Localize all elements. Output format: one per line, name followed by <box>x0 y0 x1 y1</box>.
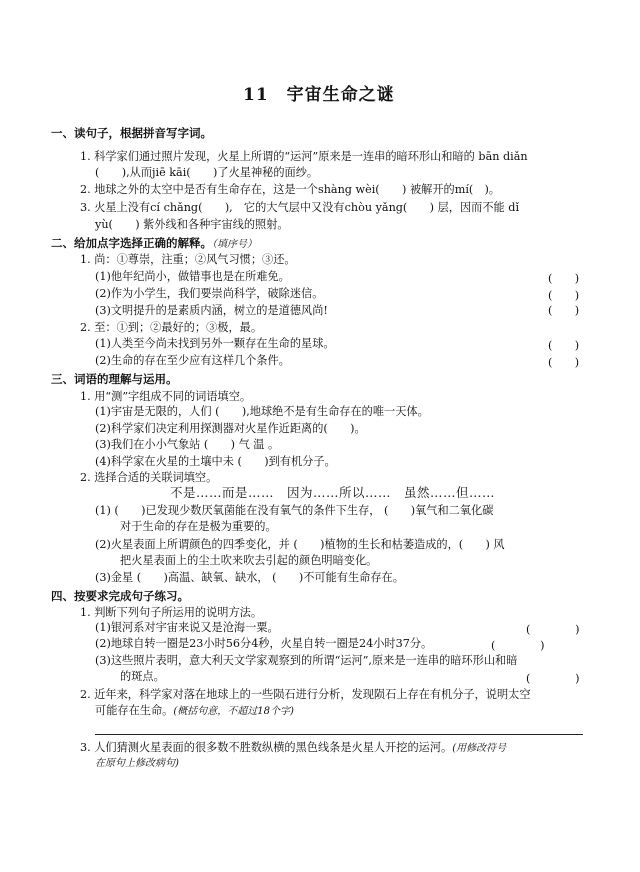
section-1-heading: 一、读句子，根据拼音写字词。 <box>51 126 212 140</box>
s3-conjunction-options: 不是……而是…… 因为……所以…… 虽然……但…… <box>170 485 496 500</box>
s4-q3-text: 3. 人们猜测火星表面的很多数不胜数纵横的黑色线条是火星人开挖的运河。 <box>80 741 453 754</box>
s3-q2: 2. 选择合适的关联词填空。 <box>80 471 218 484</box>
s3-q1-4: (4)科学家在火星的土壤中未 ( )到有机分子。 <box>95 455 336 468</box>
s4-q3-note-a: (用修改符号 <box>452 743 507 754</box>
section-4-heading: 四、按要求完成句子练习。 <box>51 589 189 603</box>
s3-q1-2: (2)科学家们决定利用探测器对火星作近距离的( )。 <box>95 422 366 435</box>
s2-q1-3: (3)文明提升的是素质内涵，树立的是道德风尚! <box>95 304 328 317</box>
s4-q3-line1 <box>80 741 506 756</box>
s2-q2-1-blank[interactable]: ( ) <box>548 339 580 352</box>
s1-q3-line1: 3. 火星上没有cí chǎng( ), 它的大气层中又没有chòu yǎng( ) 层，因而不能 dǐ <box>80 201 520 214</box>
s4-q3-note-b: 在原句上修改病句) <box>95 758 179 769</box>
s2-q2-1: (1)人类至今尚未找到另外一颗存在生命的星球。 <box>95 337 335 350</box>
s2-q1-3-blank[interactable]: ( ) <box>548 304 580 317</box>
s4-q2-line1: 2. 近年来，科学家对落在地球上的一些陨石进行分析，发现陨石上存在有机分子，说明太空 <box>80 688 531 701</box>
s4-q2-line2 <box>95 704 294 719</box>
s3-q2-3: (3)金星 ( )高温、缺氧、缺水， ( )不可能有生命存在。 <box>95 571 404 584</box>
s4-q1-3-blank[interactable]: ( ) <box>526 672 580 685</box>
section-3-heading: 三、词语的理解与运用。 <box>51 372 178 386</box>
section-2-title: 二、给加点字选择正确的解释。 <box>51 236 212 250</box>
s3-q2-2-line2: 把火星表面上的尘土吹来吹去引起的颜色明暗变化。 <box>120 554 378 567</box>
s4-q1-1-blank[interactable]: ( ) <box>526 623 580 636</box>
s4-q1-3-line2: 的斑点。 <box>120 670 165 683</box>
s2-q1: 1. 尚：①尊崇，注重；②风气习惯；③还。 <box>80 253 296 266</box>
s3-q1-1: (1)宇宙是无限的，人们 ( ),地球绝不是有生命存在的唯一天体。 <box>95 405 429 418</box>
s4-q2-text: 可能存在生命。 <box>95 704 174 717</box>
s4-q1-1: (1)银河系对宇宙来说又是沧海一粟。 <box>95 621 279 634</box>
s1-q3-line2: yù( ) 紫外线和各种宇宙线的照射。 <box>95 218 289 231</box>
s3-q1: 1. 用“测”字组成不同的词语填空。 <box>80 390 252 403</box>
section-2-heading <box>51 236 257 252</box>
s1-q1-line2: ( ),从而jiē kāi( )了火星神秘的面纱。 <box>95 166 319 179</box>
s3-q1-3: (3)我们在小小气象站 ( ) 气 温 。 <box>95 438 280 451</box>
s4-q1: 1. 判断下列句子所运用的说明方法。 <box>80 606 263 619</box>
s2-q1-1: (1)他年纪尚小，做错事也是在所难免。 <box>95 270 290 283</box>
page-title: 11 宇宙生命之谜 <box>243 85 395 105</box>
s2-q2: 2. 至：①到；②最好的；③极，最。 <box>80 321 263 334</box>
section-2-note: （填序号） <box>212 239 257 250</box>
s2-q1-2: (2)作为小学生，我们要崇尚科学，破除迷信。 <box>95 287 324 300</box>
s4-q1-2-blank[interactable]: ( ) <box>491 639 545 652</box>
s4-q1-3-line1: (3)这些照片表明，意大利天文学家观察到的所谓“运河”,原来是一连串的暗环形山和暗 <box>95 654 518 667</box>
s4-q1-2: (2)地球自转一圈是23小时56分4秒，火星自转一圈是24小时37分。 <box>95 637 433 650</box>
s2-q2-2: (2)生命的存在至少应有这样几个条件。 <box>95 354 290 367</box>
s3-q2-1-line1: (1) ( )已发现少数厌氧菌能在没有氧气的条件下生存， ( )氧气和二氧化碳 <box>95 504 494 517</box>
s3-q2-1-line2: 对于生命的存在是极为重要的。 <box>120 520 277 533</box>
s3-q2-2-line1: (2)火星表面上所谓颜色的四季变化，并 ( )植物的生长和枯萎造成的，( ) 风 <box>95 538 505 551</box>
s1-q2: 2. 地球之外的太空中是否有生命存在，这是一个shàng wèi( ) 被解开的mí( )。 <box>80 183 500 196</box>
s2-q1-2-blank[interactable]: ( ) <box>548 289 580 302</box>
s4-q2-answer-line[interactable] <box>95 734 583 735</box>
s4-q2-note: (概括句意，不超过18个字) <box>173 706 294 717</box>
s2-q1-1-blank[interactable]: ( ) <box>548 272 580 285</box>
s1-q1-line1: 1. 科学家们通过照片发现，火星上所谓的“运河”原来是一连串的暗环形山和暗的 bān diǎn <box>80 150 528 163</box>
s2-q2-2-blank[interactable]: ( ) <box>548 356 580 369</box>
